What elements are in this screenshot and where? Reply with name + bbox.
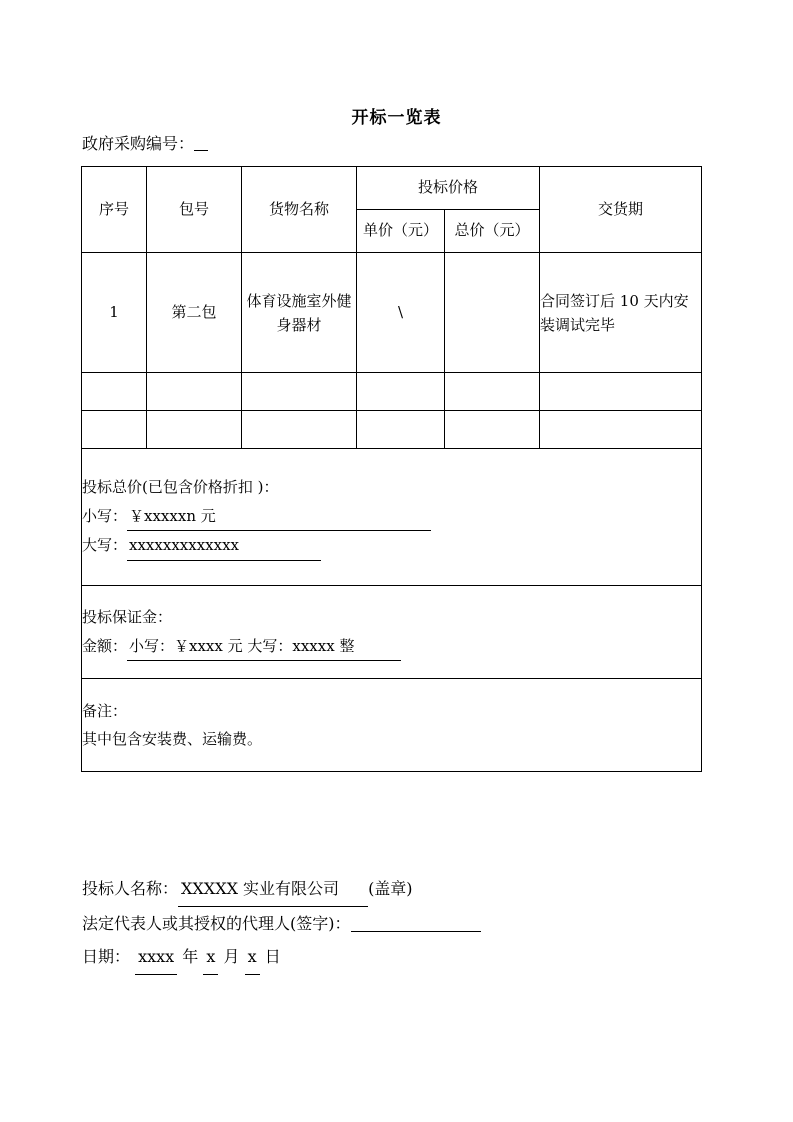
cell-total-price — [445, 411, 540, 449]
table-row — [82, 373, 702, 411]
date-row — [82, 940, 481, 975]
table-row — [82, 253, 702, 373]
remark-block — [82, 679, 702, 772]
representative-label: 法定代表人或其授权的代理人(签字)： — [82, 913, 351, 933]
bid-summary-table — [81, 166, 702, 772]
bidder-name-row — [82, 872, 481, 907]
date-label: 日期： — [82, 947, 131, 967]
bidder-seal-label: (盖章) — [368, 879, 413, 898]
deposit-heading: 投标保证金： — [82, 608, 173, 626]
table-header-row-1 — [82, 167, 702, 210]
cell-total-price — [445, 373, 540, 411]
table-row — [82, 411, 702, 449]
total-price-uppercase-line — [82, 531, 701, 561]
deposit-block-row — [82, 586, 702, 679]
date-year-unit: 年 — [182, 947, 199, 967]
cell-delivery: 合同签订后 10 天内安装调试完毕 — [540, 253, 702, 373]
remark-block-row — [82, 679, 702, 772]
signature-footer — [82, 872, 481, 975]
deposit-amount-label: 金额： — [82, 636, 128, 655]
deposit-block — [82, 586, 702, 679]
cell-delivery — [540, 373, 702, 411]
remark-text: 其中包含安装费、运输费。 — [82, 730, 263, 748]
representative-row — [82, 907, 481, 941]
procurement-number-blank — [194, 150, 208, 151]
uppercase-value: xxxxxxxxxxxxx — [127, 531, 321, 561]
bidder-name-blank — [342, 872, 368, 907]
date-month-value: x — [203, 940, 218, 975]
total-price-heading: 投标总价(已包含价格折扣 )： — [82, 478, 279, 497]
bidder-name-label: 投标人名称： — [82, 879, 179, 898]
procurement-number-label: 政府采购编号： — [82, 134, 195, 153]
cell-total-price — [445, 253, 540, 373]
header-delivery: 交货期 — [540, 167, 702, 253]
deposit-amount-line — [82, 632, 701, 662]
cell-package: 第二包 — [147, 253, 242, 373]
header-unit-price: 单价（元） — [357, 210, 445, 253]
page-title: 开标一览表 — [351, 108, 442, 128]
cell-goods-name — [242, 373, 357, 411]
header-package: 包号 — [147, 167, 242, 253]
total-price-block-row — [82, 449, 702, 586]
lowercase-label: 小写： — [82, 506, 128, 525]
cell-unit-price — [357, 411, 445, 449]
cell-seq — [82, 411, 147, 449]
date-day-value: x — [245, 940, 260, 975]
cell-goods-name: 体育设施室外健身器材 — [242, 253, 357, 373]
representative-signature-blank — [351, 931, 481, 932]
cell-goods-name — [242, 411, 357, 449]
header-goods-name: 货物名称 — [242, 167, 357, 253]
cell-delivery — [540, 411, 702, 449]
cell-unit-price: \ — [357, 253, 445, 373]
cell-unit-price — [357, 373, 445, 411]
remark-heading: 备注： — [82, 701, 128, 720]
cell-package — [147, 411, 242, 449]
bidder-name-value: XXXXX 实业有限公司 — [178, 872, 342, 907]
cell-seq: 1 — [82, 253, 147, 373]
header-total-price: 总价（元） — [445, 210, 540, 253]
lowercase-value: ￥xxxxxn 元 — [127, 502, 431, 532]
cell-seq — [82, 373, 147, 411]
total-price-block — [82, 449, 702, 586]
date-month-unit: 月 — [223, 947, 240, 967]
date-day-unit: 日 — [264, 947, 281, 967]
uppercase-label: 大写： — [82, 536, 128, 555]
total-price-lowercase-line — [82, 502, 701, 532]
procurement-number-line — [82, 131, 208, 154]
date-year-value: xxxx — [135, 940, 177, 975]
cell-package — [147, 373, 242, 411]
header-bid-price: 投标价格 — [357, 167, 540, 210]
header-seq: 序号 — [82, 167, 147, 253]
deposit-amount-value: 小写：￥xxxx 元 大写：xxxxx 整 — [127, 632, 401, 662]
